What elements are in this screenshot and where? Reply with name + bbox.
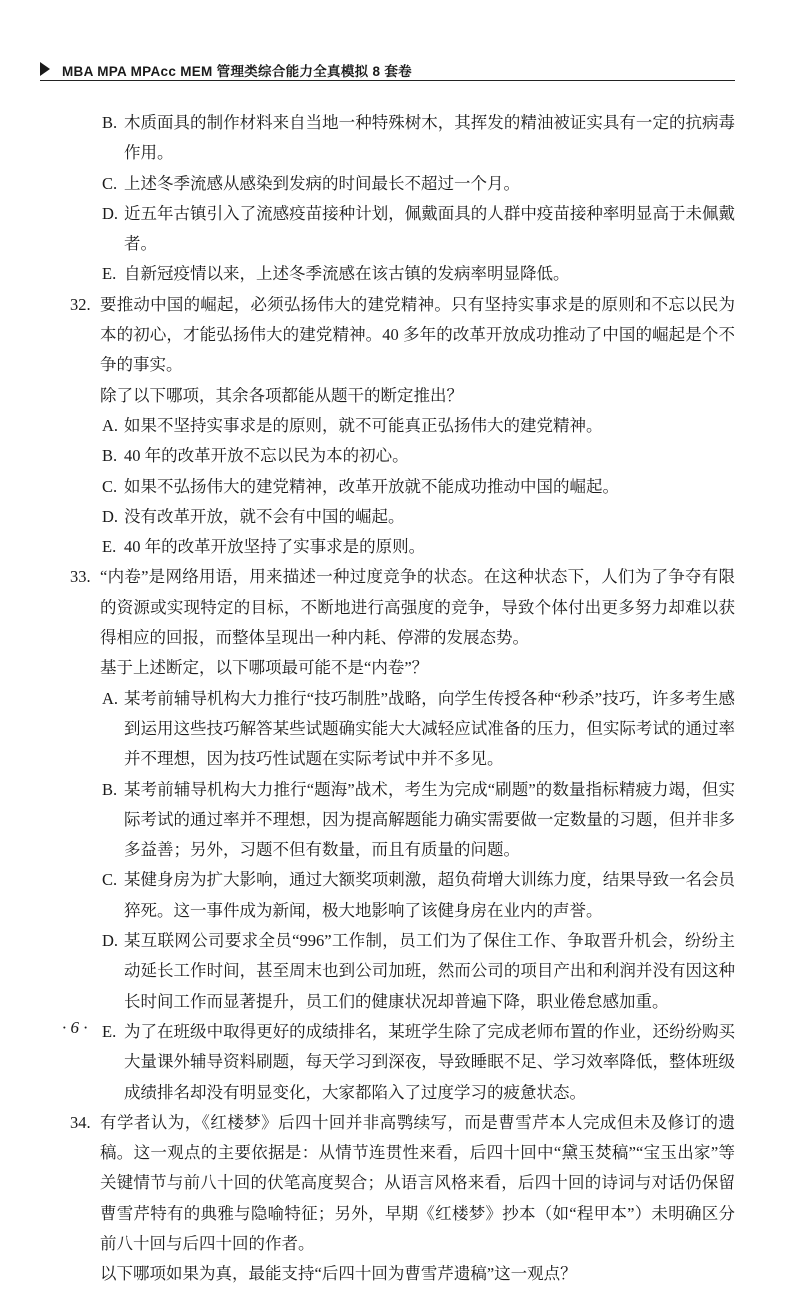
option-text: 某健身房为扩大影响，通过大额奖项刺激，超负荷增大训练力度，结果导致一名会员猝死。这一事件成为新闻，极大地影响了该健身房在业内的声誉。 <box>124 870 735 920</box>
option-31-d <box>70 199 735 260</box>
question-stem-text: 要推动中国的崛起，必须弘扬伟大的建党精神。只有坚持实事求是的原则和不忘以民为本的初心，才能弘扬伟大的建党精神。40 多年的改革开放成功推动了中国的崛起是个不争的事实。 <box>100 294 735 375</box>
option-label: A. <box>102 688 119 708</box>
question-32-prompt: 除了以下哪项，其余各项都能从题干的断定推出？ <box>100 385 463 405</box>
option-label: D. <box>102 931 119 951</box>
triangle-marker-icon <box>40 62 50 76</box>
option-31-e <box>70 259 735 289</box>
option-31-c <box>70 169 735 199</box>
option-label: E. <box>102 1021 117 1041</box>
question-number: 34. <box>70 1112 91 1132</box>
option-label: A. <box>102 415 119 435</box>
option-label: B. <box>102 779 118 799</box>
running-header <box>40 60 735 81</box>
option-text: 40 年的改革开放坚持了实事求是的原则。 <box>124 537 426 557</box>
option-33-d <box>70 926 735 1017</box>
option-33-b <box>70 775 735 866</box>
option-text: 上述冬季流感从感染到发病的时间最长不超过一个月。 <box>124 173 520 193</box>
option-text: 某互联网公司要求全员“996”工作制，员工们为了保住工作、争取晋升机会，纷纷主动延长工作时间，甚至周末也到公司加班，然而公司的项目产出和利润并没有因这种长时间工作而显著提升，员工们的健康状况却普遍下降，职业倦怠感加重。 <box>124 931 735 1011</box>
option-text: 近五年古镇引入了流感疫苗接种计划，佩戴面具的人群中疫苗接种率明显高于未佩戴者。 <box>124 203 735 254</box>
question-number: 32. <box>70 294 91 314</box>
option-label: B. <box>102 113 118 132</box>
option-text: 40 年的改革开放不忘以民为本的初心。 <box>124 446 409 466</box>
option-label: B. <box>102 446 118 466</box>
option-text: 某考前辅导机构大力推行“技巧制胜”战略，向学生传授各种“秒杀”技巧，许多考生感到运用这些技巧解答某些试题确实能大大减轻应试准备的压力，但实际考试的通过率并不理想，因为技巧性试题在实际考试中并不多见。 <box>124 688 735 769</box>
question-33-prompt: 基于上述断定，以下哪项最可能不是“内卷”？ <box>100 658 429 678</box>
option-33-c <box>70 865 735 926</box>
option-33-a <box>70 684 735 775</box>
question-32-stem <box>70 290 735 381</box>
option-text: 木质面具的制作材料来自当地一种特殊树木，其挥发的精油被证实具有一定的抗病毒作用。 <box>124 113 735 163</box>
option-label: C. <box>102 476 118 496</box>
header-title: MBA MPA MPAcc MEM 管理类综合能力全真模拟 8 套卷 <box>62 64 412 79</box>
question-stem-text: “内卷”是网络用语，用来描述一种过度竞争的状态。在这种状态下，人们为了争夺有限的资源或实现特定的目标，不断地进行高强度的竞争，导致个体付出更多努力却难以获得相应的回报，而整体呈现出一种内耗、停滞的发展态势。 <box>100 567 735 648</box>
option-text: 自新冠疫情以来，上述冬季流感在该古镇的发病率明显降低。 <box>124 264 570 284</box>
question-stem-text: 有学者认为，《红楼梦》后四十回并非高鹗续写，而是曹雪芹本人完成但未及修订的遗稿。这一观点的主要依据是：从情节连贯性来看，后四十回中“黛玉焚稿”“宝玉出家”等关键情节与前八十回的伏笔高度契合；从语言风格来看，后四十回的诗词与对话仍保留曹雪芹特有的典雅与隐喻特征；另外，早期《红楼梦》抄本（如“程甲本”）未明确区分前八十回与后四十回的作者。 <box>100 1112 735 1253</box>
option-31-b <box>70 108 735 169</box>
option-text: 如果不弘扬伟大的建党精神，改革开放就不能成功推动中国的崛起。 <box>124 476 619 496</box>
option-label: D. <box>102 203 119 223</box>
option-label: D. <box>102 506 119 526</box>
question-number: 33. <box>70 567 91 587</box>
question-34-prompt: 以下哪项如果为真，最能支持“后四十回为曹雪芹遗稿”这一观点？ <box>100 1264 577 1284</box>
option-label: C. <box>102 870 118 890</box>
option-label: E. <box>102 264 117 284</box>
option-text: 如果不坚持实事求是的原则，就不可能真正弘扬伟大的建党精神。 <box>124 415 603 435</box>
page-body <box>70 108 735 1290</box>
option-text: 没有改革开放，就不会有中国的崛起。 <box>124 506 405 526</box>
option-32-a <box>70 411 735 441</box>
page-number: · 6 · <box>62 1018 88 1037</box>
option-label: C. <box>102 173 118 193</box>
option-32-d <box>70 502 735 532</box>
option-label: E. <box>102 537 117 557</box>
option-32-c <box>70 472 735 502</box>
question-34-stem <box>70 1108 735 1259</box>
option-32-e <box>70 532 735 562</box>
question-33-stem <box>70 562 735 653</box>
option-text: 某考前辅导机构大力推行“题海”战术，考生为完成“刷题”的数量指标精疲力竭，但实际考试的通过率并不理想，因为提高解题能力确实需要做一定数量的习题，但并非多多益善；另外，习题不但有数量，而且有质量的问题。 <box>124 779 735 860</box>
option-33-e <box>70 1017 735 1108</box>
option-32-b <box>70 441 735 471</box>
option-text: 为了在班级中取得更好的成绩排名，某班学生除了完成老师布置的作业，还纷纷购买大量课外辅导资料刷题，每天学习到深夜，导致睡眠不足、学习效率降低，整体班级成绩排名却没有明显变化，大家都陷入了过度学习的疲惫状态。 <box>124 1021 735 1102</box>
